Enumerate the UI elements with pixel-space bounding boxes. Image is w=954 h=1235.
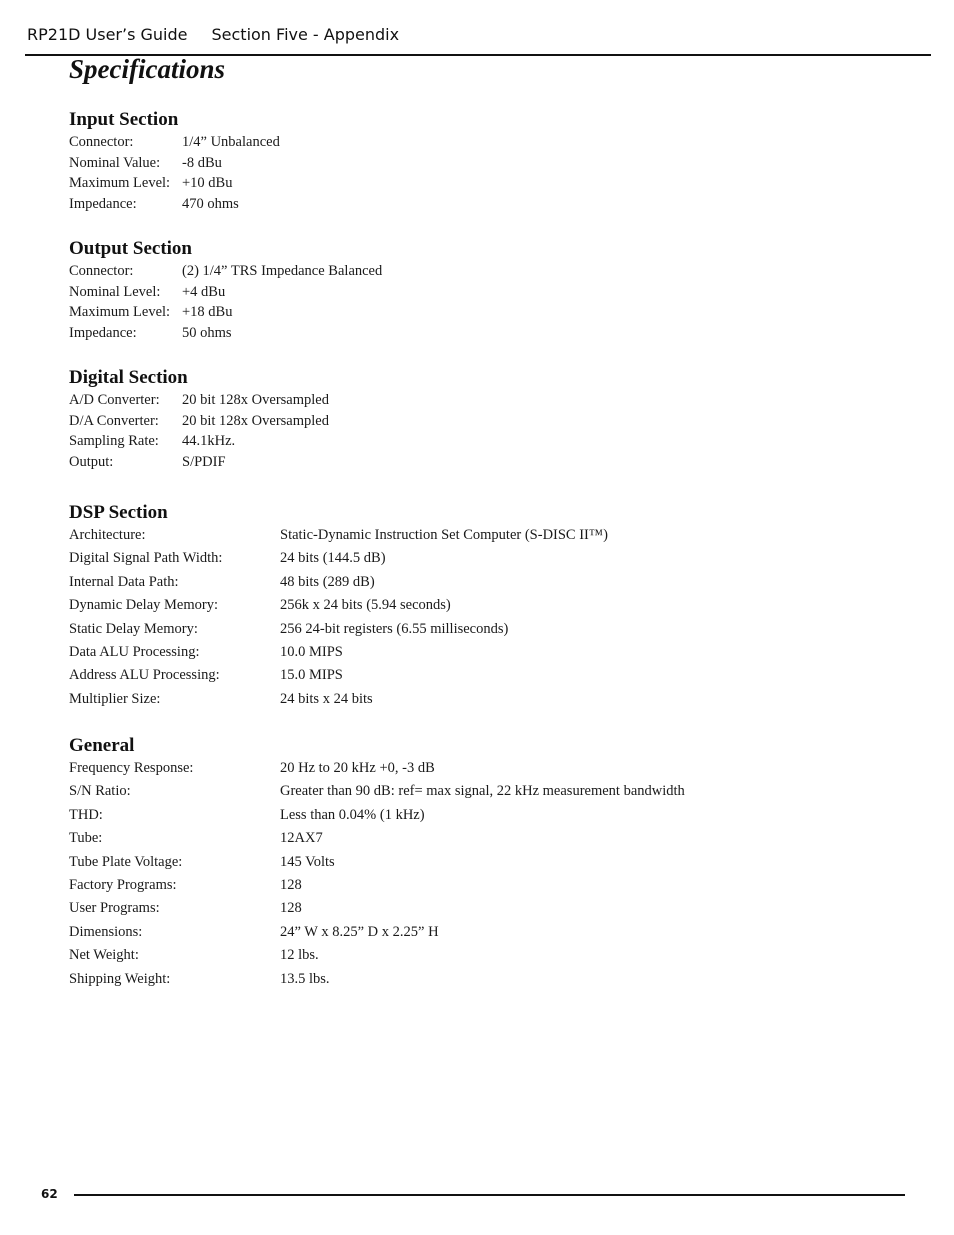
spec-value: 20 Hz to 20 kHz +0, -3 dB: [280, 760, 435, 776]
spec-row: [69, 968, 685, 991]
input-section: [69, 108, 280, 215]
digital-section: [69, 366, 329, 473]
spec-row: [69, 282, 382, 303]
spec-value: 44.1kHz.: [182, 433, 236, 450]
spec-row: [69, 944, 685, 967]
spec-value: 20 bit 128x Oversampled: [182, 412, 329, 429]
spec-label: Connector:: [69, 263, 134, 279]
spec-row: [69, 780, 685, 803]
spec-value: +18 dBu: [182, 304, 233, 321]
spec-row: [69, 323, 382, 344]
spec-value: -8 dBu: [182, 154, 222, 171]
spec-row: [69, 431, 329, 452]
spec-label: Connector:: [69, 134, 134, 150]
spec-label: User Programs:: [69, 900, 160, 917]
spec-value: 24” W x 8.25” D x 2.25” H: [280, 923, 439, 940]
general-section: [69, 734, 685, 991]
spec-value: 20 bit 128x Oversampled: [182, 392, 329, 408]
spec-row: [69, 664, 608, 687]
spec-row: [69, 153, 280, 174]
spec-label: Factory Programs:: [69, 877, 177, 894]
spec-label: Digital Signal Path Width:: [69, 550, 223, 567]
spec-value: 12 lbs.: [280, 947, 319, 964]
spec-value: +4 dBu: [182, 283, 226, 300]
spec-label: Shipping Weight:: [69, 970, 171, 987]
spec-label: Sampling Rate:: [69, 433, 159, 450]
dsp-section: [69, 501, 608, 711]
spec-label: Data ALU Processing:: [69, 644, 200, 661]
spec-row: [69, 411, 329, 432]
spec-value: 145 Volts: [280, 853, 335, 870]
spec-label: Impedance:: [69, 196, 137, 213]
spec-value: 256 24-bit registers (6.55 milliseconds): [280, 620, 509, 637]
spec-row: [69, 851, 685, 874]
spec-value: 470 ohms: [182, 196, 239, 213]
spec-label: Dimensions:: [69, 923, 143, 940]
spec-value: 128: [280, 877, 302, 894]
page-number: 62: [41, 1187, 58, 1201]
spec-label: Impedance:: [69, 325, 137, 342]
spec-row: [69, 757, 685, 780]
spec-value: Less than 0.04% (1 kHz): [280, 806, 425, 823]
section-heading: Input Section: [69, 109, 179, 130]
spec-value: S/PDIF: [182, 454, 226, 471]
spec-value: 1/4” Unbalanced: [182, 134, 280, 150]
spec-label: Maximum Level:: [69, 175, 171, 192]
spec-row: [69, 827, 685, 850]
spec-row: [69, 302, 382, 323]
spec-label: Architecture:: [69, 527, 146, 543]
spec-value: 48 bits (289 dB): [280, 573, 375, 590]
spec-label: Nominal Value:: [69, 154, 161, 171]
spec-label: Maximum Level:: [69, 304, 171, 321]
section-heading: DSP Section: [69, 502, 168, 523]
spec-label: Net Weight:: [69, 947, 139, 964]
spec-row: [69, 547, 608, 570]
guide-title: RP21D User’s Guide: [27, 25, 188, 44]
spec-value: (2) 1/4” TRS Impedance Balanced: [182, 263, 383, 279]
running-header: [27, 25, 399, 49]
spec-value: 10.0 MIPS: [280, 644, 343, 661]
spec-row: [69, 618, 608, 641]
spec-row: [69, 804, 685, 827]
spec-row: [69, 874, 685, 897]
spec-row: [69, 571, 608, 594]
spec-value: +10 dBu: [182, 175, 233, 192]
spec-value: Greater than 90 dB: ref= max signal, 22 kHz measurement bandwidth: [280, 783, 685, 800]
spec-row: [69, 452, 329, 473]
spec-label: Multiplier Size:: [69, 690, 161, 707]
section-heading: General: [69, 735, 135, 756]
spec-row: [69, 897, 685, 920]
spec-label: Static Delay Memory:: [69, 620, 198, 637]
spec-value: 15.0 MIPS: [280, 667, 343, 684]
output-section: [69, 237, 382, 344]
spec-value: Static-Dynamic Instruction Set Computer (S-DISC II™): [280, 527, 608, 543]
spec-value: 12AX7: [280, 830, 323, 847]
spec-row: [69, 390, 329, 411]
spec-row: [69, 641, 608, 664]
spec-row: [69, 194, 280, 215]
spec-row: [69, 524, 608, 547]
spec-row: [69, 173, 280, 194]
spec-label: Tube:: [69, 830, 103, 847]
spec-label: Tube Plate Voltage:: [69, 853, 183, 870]
spec-row: [69, 261, 382, 282]
spec-label: Nominal Level:: [69, 283, 161, 300]
spec-label: D/A Converter:: [69, 412, 159, 429]
section-heading: Output Section: [69, 238, 192, 259]
spec-label: A/D Converter:: [69, 392, 160, 408]
spec-value: 256k x 24 bits (5.94 seconds): [280, 597, 451, 614]
spec-value: 24 bits (144.5 dB): [280, 550, 386, 567]
spec-value: 50 ohms: [182, 325, 232, 342]
spec-row: [69, 132, 280, 153]
spec-value: 24 bits x 24 bits: [280, 690, 373, 707]
page-title: Specifications: [69, 54, 225, 84]
section-heading: Digital Section: [69, 367, 188, 388]
spec-label: Internal Data Path:: [69, 573, 179, 590]
spec-label: THD:: [69, 806, 103, 823]
spec-row: [69, 594, 608, 617]
footer-rule: [74, 1194, 905, 1196]
spec-label: Dynamic Delay Memory:: [69, 597, 218, 614]
section-title: Section Five - Appendix: [211, 25, 400, 44]
spec-label: Frequency Response:: [69, 760, 194, 776]
spec-value: 13.5 lbs.: [280, 970, 330, 987]
spec-label: Address ALU Processing:: [69, 667, 220, 684]
spec-label: Output:: [69, 454, 114, 471]
spec-label: S/N Ratio:: [69, 783, 131, 800]
spec-value: 128: [280, 900, 302, 917]
spec-row: [69, 688, 608, 711]
spec-row: [69, 921, 685, 944]
